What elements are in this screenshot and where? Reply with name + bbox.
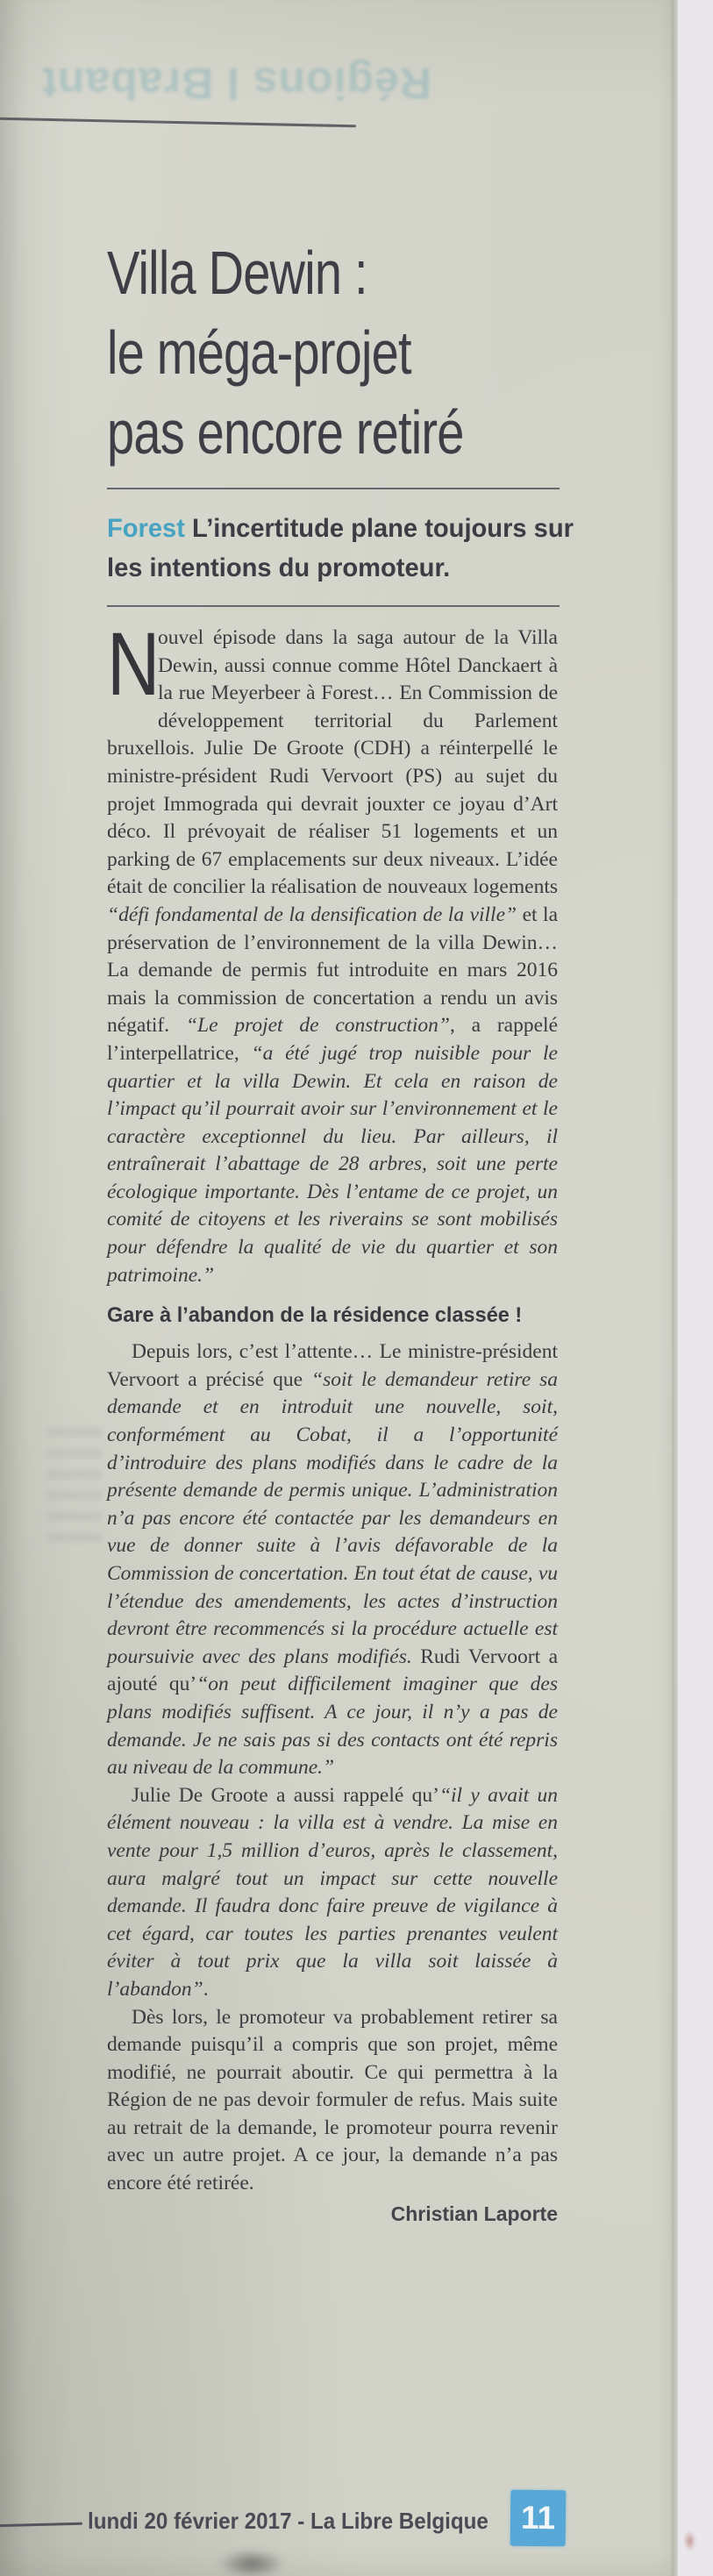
body-text: Depuis lors, c’est l’attente… Le ministre-président Vervoort a précisé que <box>107 1340 558 1391</box>
article-headline <box>107 233 553 473</box>
byline: Christian Laporte <box>390 2201 558 2225</box>
drop-cap: N <box>107 614 160 714</box>
standfirst <box>107 509 583 588</box>
body-text: Dès lors, le promoteur va probablement retirer sa demande puisqu’il a compris que son projet, même modifié, ne pourrait aboutir. Ce qui permettra à la Région de ne pas devoir formuler de refus. Mais suite au retrait de la demande, le promoteur pourra revenir avec un autre projet. A ce jour, la demande n’a pas encore été retirée. <box>107 2005 558 2195</box>
quoted-text: “soit le demandeur retire sa demande et en introduit une nouvelle, soit, conformément au Cobat, il a l’opportunité d’introduire des plans modifiés dans le cadre de la présente demande de permis unique. L’administration n’a pas encore été contactée par les demandeurs en vue de donner suite à l’avis défavorable de la Commission de concertation. En tout état de cause, vu l’étendue des amendements, les actes d’instruction devront être recommencés si la procédure actuelle est poursuivie avec des plans modifiés. <box>107 1367 558 1668</box>
footer-date-line: lundi 20 février 2017 - La Libre Belgique <box>88 2508 488 2534</box>
body-text: et la préservation de l’environnement de la villa Dewin… La demande de permis fut introduite en mars 2016 mais la commission de concertation a rendu un avis négatif. <box>107 903 558 1038</box>
divider-above-standfirst <box>107 488 560 489</box>
body-text: , a rappelé l’interpellatrice, <box>107 1014 559 1065</box>
headline-line-2: le méga-projet <box>107 318 411 387</box>
headline-line-1: Villa Dewin : <box>107 239 367 307</box>
body-text: Rudi Vervoort a ajouté qu’ <box>107 1645 559 1696</box>
quoted-text: “a été jugé trop nuisible pour le quartier et la villa Dewin. Et cela en raison de l’impact qu’il pourrait avoir sur l’environnement et le caractère exceptionnel du lieu. Par ailleurs, il entraînerait l’abattage de 28 arbres, soit une perte écologique importante. Dès l’entame de ce projet, un comité de citoyens et les riverains se sont mobilisés pour défendre la qualité de vie du quartier et son patrimoine.” <box>107 1041 558 1287</box>
headline-line-3: pas encore retiré <box>107 398 464 467</box>
body-text: Julie De Groote a aussi rappelé qu’ <box>132 1783 439 1807</box>
print-through-smudge <box>47 1428 102 1542</box>
standfirst-text: L’incertitude plane toujours sur les intentions du promoteur. <box>107 514 574 582</box>
body-paragraph <box>107 2004 558 2198</box>
print-through-section-header: Régions l Brabant <box>41 59 431 108</box>
kicker-forest: Forest <box>107 514 185 543</box>
body-paragraph <box>107 1782 558 2004</box>
body-text: . <box>203 1977 209 2001</box>
red-mark <box>684 2531 695 2551</box>
quoted-text: “Le projet de construction” <box>185 1014 450 1038</box>
quoted-text: “il y avait un élément nouveau : la villa est à vendre. La mise en vente pour 1,5 million d’euros, après le classement, aura malgré tout un impact sur cette nouvelle demande. Il faudra donc faire preuve de vigilance à cet égard, car toutes les parties prenantes veulent éviter à tout prix que la villa soit laissée à l’abandon” <box>107 1783 558 2001</box>
body-paragraph <box>107 1338 558 1782</box>
quoted-text: “défi fondamental de la densification de la ville” <box>107 903 517 926</box>
divider-below-standfirst <box>107 605 560 607</box>
quoted-text: “on peut difficilement imaginer que des plans modifiés suffisent. A ce jour, il n’y a pas de demande. Je ne sais pas si des contacts ont été repris au niveau de la commune.” <box>107 1673 558 1780</box>
body-paragraph <box>107 614 559 1289</box>
body-text: ouvel épisode dans la saga autour de la Villa Dewin, aussi connue comme Hôtel Danckaert à la rue Meyerbeer à Forest… En Commission de développement territorial du Parlement bruxellois. Julie De Groote (CDH) a réinterpellé le ministre-président Rudi Vervoort (PS) au sujet du projet Immograda qui devrait jouxter ce joyau d’Art déco. Il prévoyait de réaliser 51 logements et un parking de 67 emplacements sur deux niveaux. L’idée était de concilier la réalisation de nouveaux logements <box>107 626 558 899</box>
page-number-badge: 11 <box>510 2490 567 2547</box>
subhead: Gare à l’abandon de la résidence classée ! <box>107 1303 523 1328</box>
torn-page-edge <box>672 0 679 2576</box>
article-body <box>107 614 559 2228</box>
ink-smudge <box>217 2549 286 2576</box>
